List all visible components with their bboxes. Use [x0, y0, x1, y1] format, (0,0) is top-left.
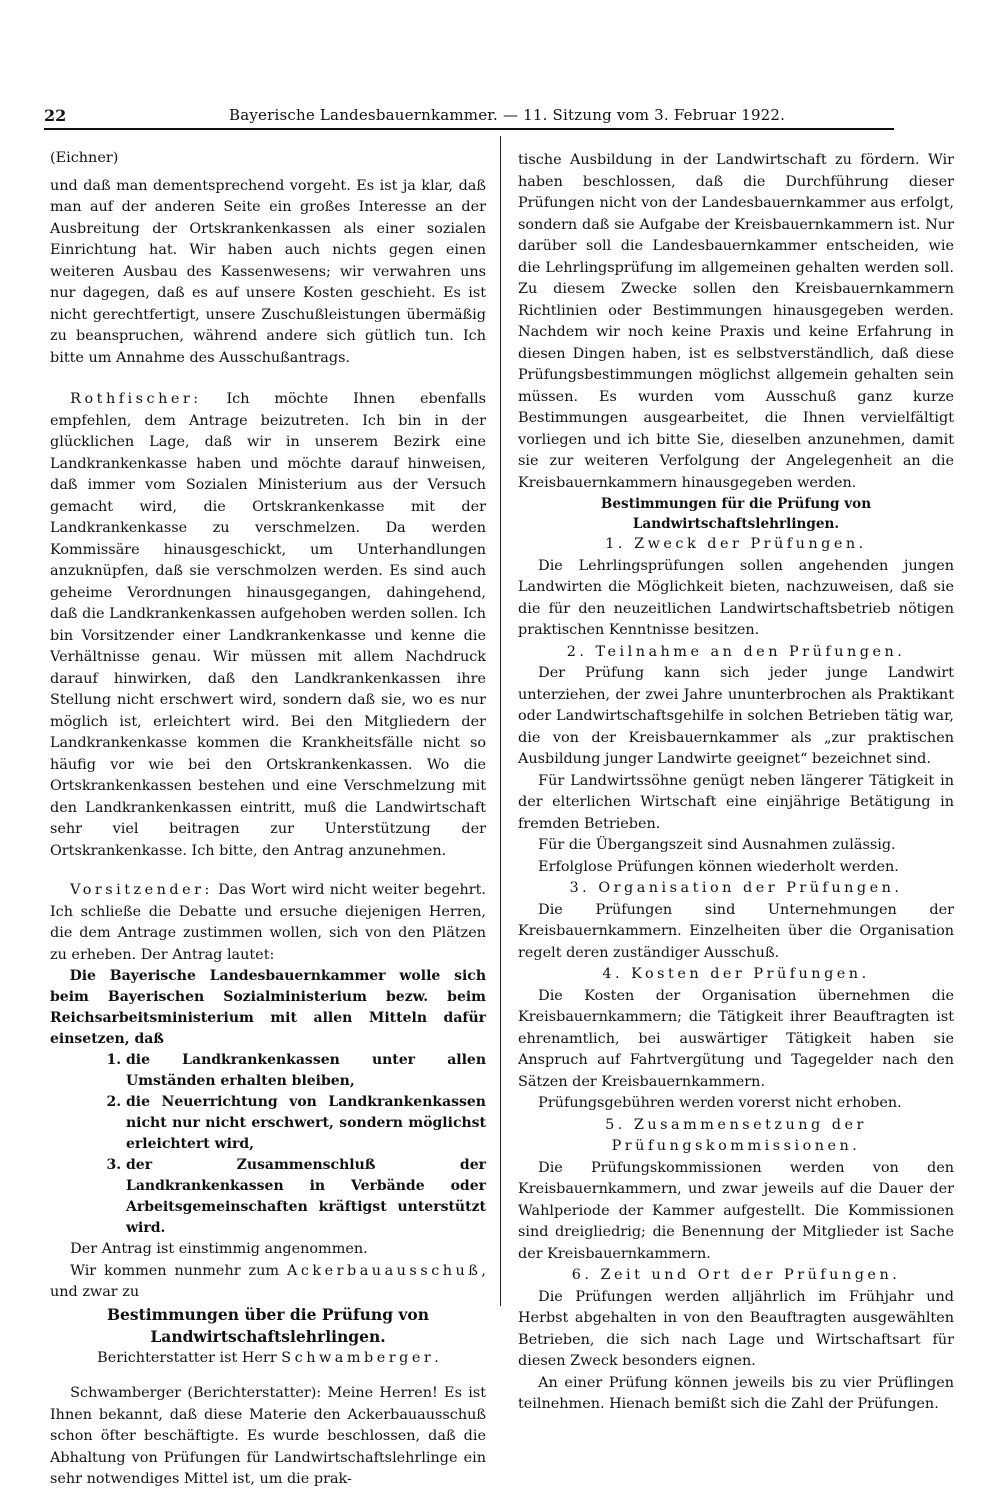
reporter-line [50, 1348, 486, 1370]
section-title: 2. Teilnahme an den Prüfungen. [566, 643, 906, 660]
speech-text: Meine Herren! Es ist Ihnen bekannt, daß diese Materie den Ackerbauausschuß schon öfter beschäftigte. Es wurde beschlossen, daß die Abhaltung von Prüfungen für Landwirtschaftslehrlinge ein sehr notwendiges Mittel ist, um die prak- [50, 1385, 486, 1487]
motion-text: Die Bayerische Landesbauernkammer wolle sich beim Bayerischen Sozialministerium bezw. beim Reichsarbeitsministerium mit allen Mitteln dafür einsetzen, daß [50, 968, 486, 1047]
paragraph [50, 1383, 486, 1491]
paragraph [50, 880, 486, 966]
paragraph: Erfolglose Prüfungen können wiederholt werden. [538, 858, 899, 875]
text-span: Berichterstatter ist Herr [97, 1349, 277, 1366]
speech-text: Ich möchte Ihnen ebenfalls empfehlen, dem Antrage beizutreten. Ich bin in der glücklichen Lage, daß wir in unserem Bezirk eine Landkrankenkasse haben und möchte darauf hinweisen, daß immer vom Sozialen Ministerium aus der Versuch gemacht wird, die Ortskrankenkasse mit der Landkrankenkasse zu verschmelzen. Da werden Kommissäre hinausgeschickt, um Unterhandlungen anzuknüpfen, daß sie verschmolzen werden. Es sind auch geheime Verordnungen hinausgegangen, dahingehend, daß die Landkrankenkassen aufgehoben werden sollen. Ich bin Vorsitzender einer Landkrankenkasse und kenne die Verhältnisse genau. Wir müssen mit allem Nachdruck darauf hinwirken, daß den Landkrankenkassen ihre Stellung nicht erschwert wird, sondern daß sie, wo es nur möglich ist, erleichtert wird. Bei den Mitgliedern der Landkrankenkasse kommen die Krankheitsfälle nicht so häufig vor wie bei den Ortskrankenkassen. Wo die Ortskrankenkassen bestehen und eine Verschmelzung mit den Landkrankenkassen eintritt, muß die Landwirtschaft sehr viel beitragen zur Unterstützung der Ortskrankenkasse. Ich bitte, den Antrag anzunehmen. [50, 391, 487, 859]
committee-name: Ackerbauausschuß [286, 1262, 482, 1279]
list-item: 1. die Landkrankenkassen unter allen Umständen erhalten bleiben, [126, 1050, 486, 1092]
speaker-name: Schwamberger (Berichterstatter): [70, 1385, 322, 1401]
page-header [44, 106, 894, 128]
paragraph: tische Ausbildung in der Landwirtschaft zu fördern. Wir haben beschlossen, daß die Durchführung dieser Prüfungen nicht von der Landesbauernkammer aus erfolgt, sondern daß sie Aufgabe der Kreisbauernkammern ist. Nur darüber soll die Landesbauernkammer entscheiden, wie die Lehrlingsprüfung im allgemeinen gehalten werden soll. Zu diesem Zwecke sollen den Kreisbauernkammern Richtlinien oder Bestimmungen hinausgegeben werden. Nachdem wir noch keine Praxis und keine Erfahrung in diesen Dingen haben, ist es selbstverständlich, daß diese Prüfungsbestimmungen möglichst allgemein gehalten sein müssen. Es wurden vom Ausschuß ganz kurze Bestimmungen ausgearbeitet, die Ihnen vervielfältigt vorliegen und ich bitte Sie, dieselben anzunehmen, damit sie zur weiteren Verfolgung der Angelegenheit an die Kreisbauernkammern hinausgegeben werden. [518, 152, 954, 491]
header-rule [44, 128, 894, 130]
paragraph: und daß man dementsprechend vorgeht. Es ist ja klar, daß man auf der anderen Seite ein großes Interesse an der Ausbreitung der Ortskrankenkassen als einer sozialen Einrichtung hat. Wir haben auch nichts gegen einen weiteren Ausbau des Kassenwesens; wir verwahren uns nur dagegen, daß es auf unsere Kosten geschieht. Es ist nicht gerechtfertigt, unsere Zuschußleistungen übermäßig zu beanspruchen, während andere sich gütlich tun. Ich bitte um Annahme des Ausschußantrags. [50, 177, 486, 366]
reporter-name: Schwamberger [281, 1349, 435, 1366]
section-title: 6. Zeit und Ort der Prüfungen. [571, 1267, 901, 1283]
section-title: 3. Organisation der Prüfungen. [569, 880, 903, 896]
section-heading: Bestimmungen über die Prüfung von Landwirtschaftslehrlingen. [106, 1304, 430, 1346]
section-title: 5. Zusammensetzung der Prüfungskommissionen. [605, 1116, 867, 1154]
list-item: 3. der Zusammenschluß der Landkrankenkassen in Verbände oder Arbeitsgemeinschaften kräftigst unterstützt wird. [126, 1155, 486, 1239]
paragraph: Die Kosten der Organisation übernehmen die Kreisbauernkammern; die Tätigkeit ihrer Beauftragten ist ehrenamtlich, bei auswärtiger Tätigkeit haben sie Anspruch auf Fahrtvergütung und Tagegelder nach den Sätzen der Kreisbauernkammern. [518, 987, 954, 1090]
section-title: 4. Kosten der Prüfungen. [602, 966, 870, 982]
speaker-name: Vorsitzender: [70, 882, 213, 898]
paragraph: Die Prüfungen sind Unternehmungen der Kreisbauernkammern. Einzelheiten über die Organisation regelt deren zuständiger Ausschuß. [518, 901, 954, 961]
section-title: 1. Zweck der Prüfungen. [605, 536, 867, 552]
speaker-reference: (Eichner) [50, 150, 119, 166]
paragraph: Für Landwirtssöhne genügt neben längerer Tätigkeit in der elterlichen Wirtschaft eine einjährige Betätigung in fremden Betrieben. [518, 772, 954, 832]
paragraph: Die Prüfungen werden alljährlich im Frühjahr und Herbst abgehalten in von den Beauftragten ausgewählten Betrieben, die sich nach Lage und Wirtschaftsart für diesen Zweck besonders eignen. [518, 1288, 954, 1369]
paragraph [50, 389, 486, 862]
right-column [518, 150, 954, 1416]
page-number: 22 [44, 106, 67, 125]
text-span: , und zwar zu [50, 1262, 486, 1300]
paragraph: Der Antrag ist einstimmig angenommen. [70, 1241, 368, 1257]
paragraph: Die Lehrlingsprüfungen sollen angehenden jungen Landwirten die Möglichkeit bieten, nachzuweisen, daß sie die für den neuzeitlichen Landwirtschaftsbetrieb nötigen praktischen Kenntnisse besitzen. [518, 557, 954, 638]
text-span: Wir kommen nunmehr zum [70, 1262, 280, 1279]
paragraph [50, 1261, 486, 1304]
regulations-heading: Bestimmungen für die Prüfung von Landwirtschaftslehrlingen. [600, 496, 872, 532]
speaker-name: Rothfischer: [70, 391, 202, 407]
motion-list [112, 1050, 486, 1239]
paragraph: Die Prüfungskommissionen werden von den Kreisbauernkammern, und zwar jeweils auf die Dauer der Wahlperiode der Kammer aufgestellt. Die Kommissionen sind dreigliedrig; die Benennung der Mitglieder ist Sache der Kreisbauernkammern. [518, 1159, 954, 1262]
text-span: . [434, 1349, 439, 1366]
speech-text: Das Wort wird nicht weiter begehrt. Ich schließe die Debatte und ersuche diejenigen Herren, die dem Antrage zustimmen wollen, sich von den Plätzen zu erheben. Der Antrag lautet: [50, 882, 486, 963]
left-column [50, 148, 486, 1491]
paragraph: Der Prüfung kann sich jeder junge Landwirt unterziehen, der zwei Jahre ununterbrochen als Praktikant oder Landwirtschaftsgehilfe in solchen Betrieben tätig war, die von der Kreisbauernkammer als „zur praktischen Ausbildung junger Landwirte geeignet“ bezeichnet sind. [518, 665, 954, 767]
paragraph: Für die Übergangszeit sind Ausnahmen zulässig. [538, 837, 896, 853]
paragraph: An einer Prüfung können jeweils bis zu vier Prüflingen teilnehmen. Hienach bemißt sich die Zahl der Prüfungen. [518, 1374, 954, 1412]
paragraph: Prüfungsgebühren werden vorerst nicht erhoben. [538, 1095, 902, 1111]
list-item: 2. die Neuerrichtung von Landkrankenkassen nicht nur nicht erschwert, sondern möglichst erleichtert wird, [126, 1092, 486, 1155]
column-divider [500, 136, 501, 1306]
running-title: Bayerische Landesbauernkammer. — 11. Sitzung vom 3. Februar 1922. [229, 106, 786, 124]
